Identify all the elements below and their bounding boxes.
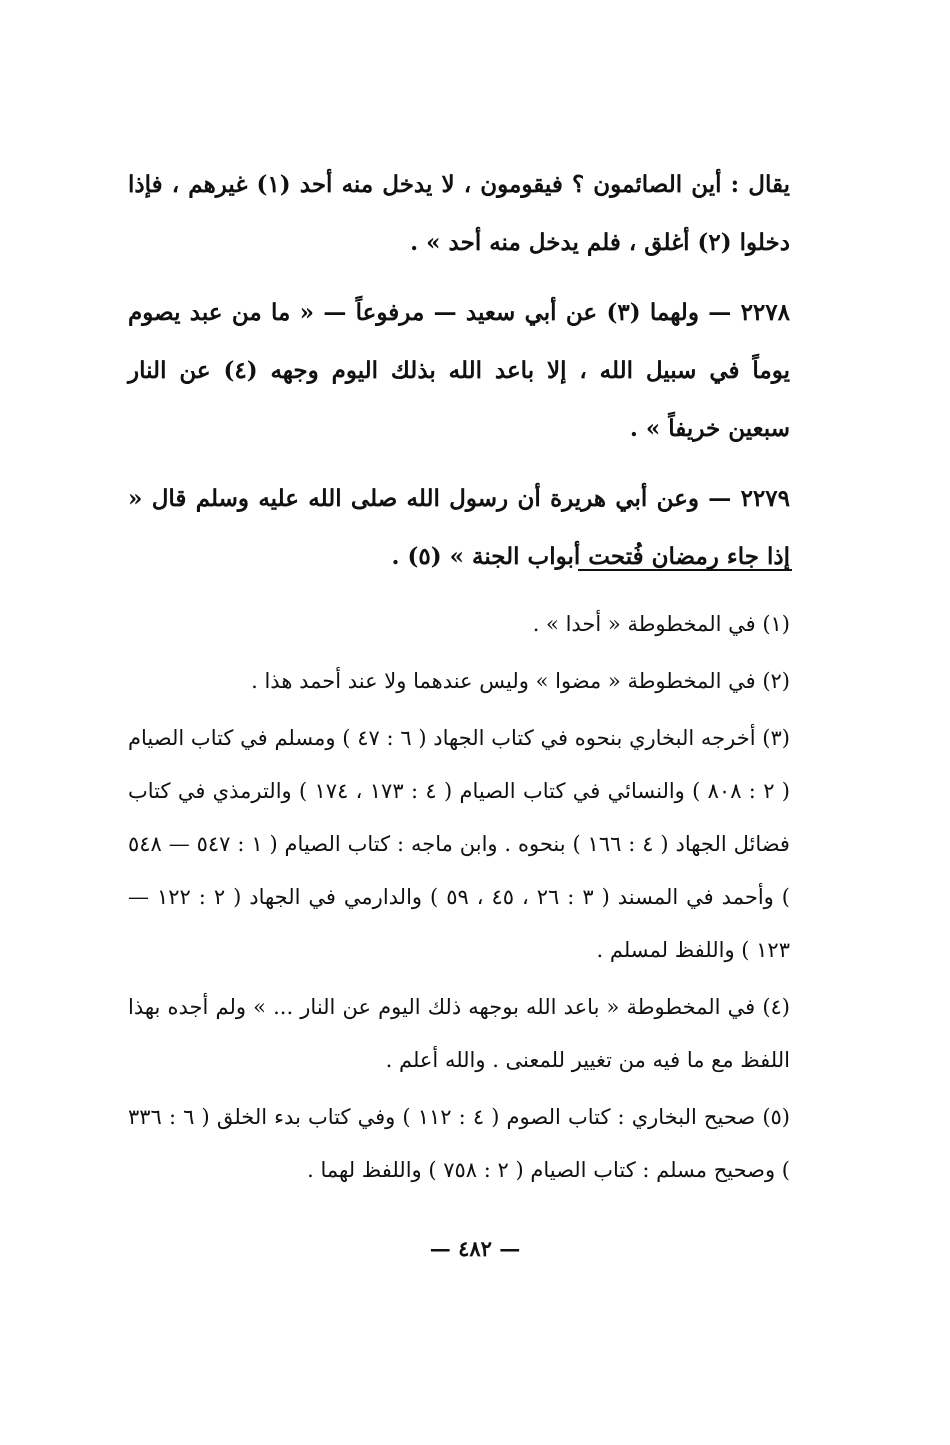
main-paragraph-1: يقال : أين الصائمون ؟ فيقومون ، لا يدخل منه أحد (١) غيرهم ، فإذا دخلوا (٢) أغلق ، فلم يدخل منه أحد » . [128, 171, 790, 256]
footnote-4: (٤) في المخطوطة « باعد الله بوجهه ذلك اليوم عن النار ... » ولم أجده بهذا اللفظ مع ما فيه من تغيير للمعنى . والله أعلم . [128, 995, 790, 1072]
page-number: — ٤٨٢ — [429, 1236, 521, 1261]
footnote-2: (٢) في المخطوطة « مضوا » وليس عندهما ولا عند أحمد هذا . [251, 669, 790, 693]
hadith-2279: ٢٢٧٩ — وعن أبي هريرة أن رسول الله صلى الله عليه وسلم قال « إذا جاء رمضان فُتحت أبواب الجنة » (٥) . [128, 485, 790, 570]
footnote-3: (٣) أخرجه البخاري بنحوه في كتاب الجهاد ( ٦ : ٤٧ ) ومسلم في كتاب الصيام ( ٢ : ٨٠٨ ) والنسائي في كتاب الصيام ( ٤ : ١٧٣ ، ١٧٤ ) والترمذي في كتاب فضائل الجهاد ( ٤ : ١٦٦ ) بنحوه . وابن ماجه : كتاب الصيام ( ١ : ٥٤٧ — ٥٤٨ ) وأحمد في المسند ( ٣ : ٢٦ ، ٤٥ ، ٥٩ ) والدارمي في الجهاد ( ٢ : ١٢٢ — ١٢٣ ) واللفظ لمسلم . [128, 726, 790, 962]
footnote-separator [578, 569, 792, 571]
footnote-5: (٥) صحيح البخاري : كتاب الصوم ( ٤ : ١١٢ ) وفي كتاب بدء الخلق ( ٦ : ٣٣٦ ) وصحيح مسلم : كتاب الصيام ( ٢ : ٧٥٨ ) واللفظ لهما . [128, 1105, 790, 1182]
footnotes [128, 598, 790, 1201]
footnote-1: (١) في المخطوطة « أحدا » . [532, 612, 790, 636]
main-text [128, 156, 790, 598]
hadith-2278: ٢٢٧٨ — ولهما (٣) عن أبي سعيد — مرفوعاً — « ما من عبد يصوم يوماً في سبيل الله ، إلا باعد الله بذلك اليوم وجهه (٤) عن النار سبعين خريفاً » . [128, 299, 790, 442]
